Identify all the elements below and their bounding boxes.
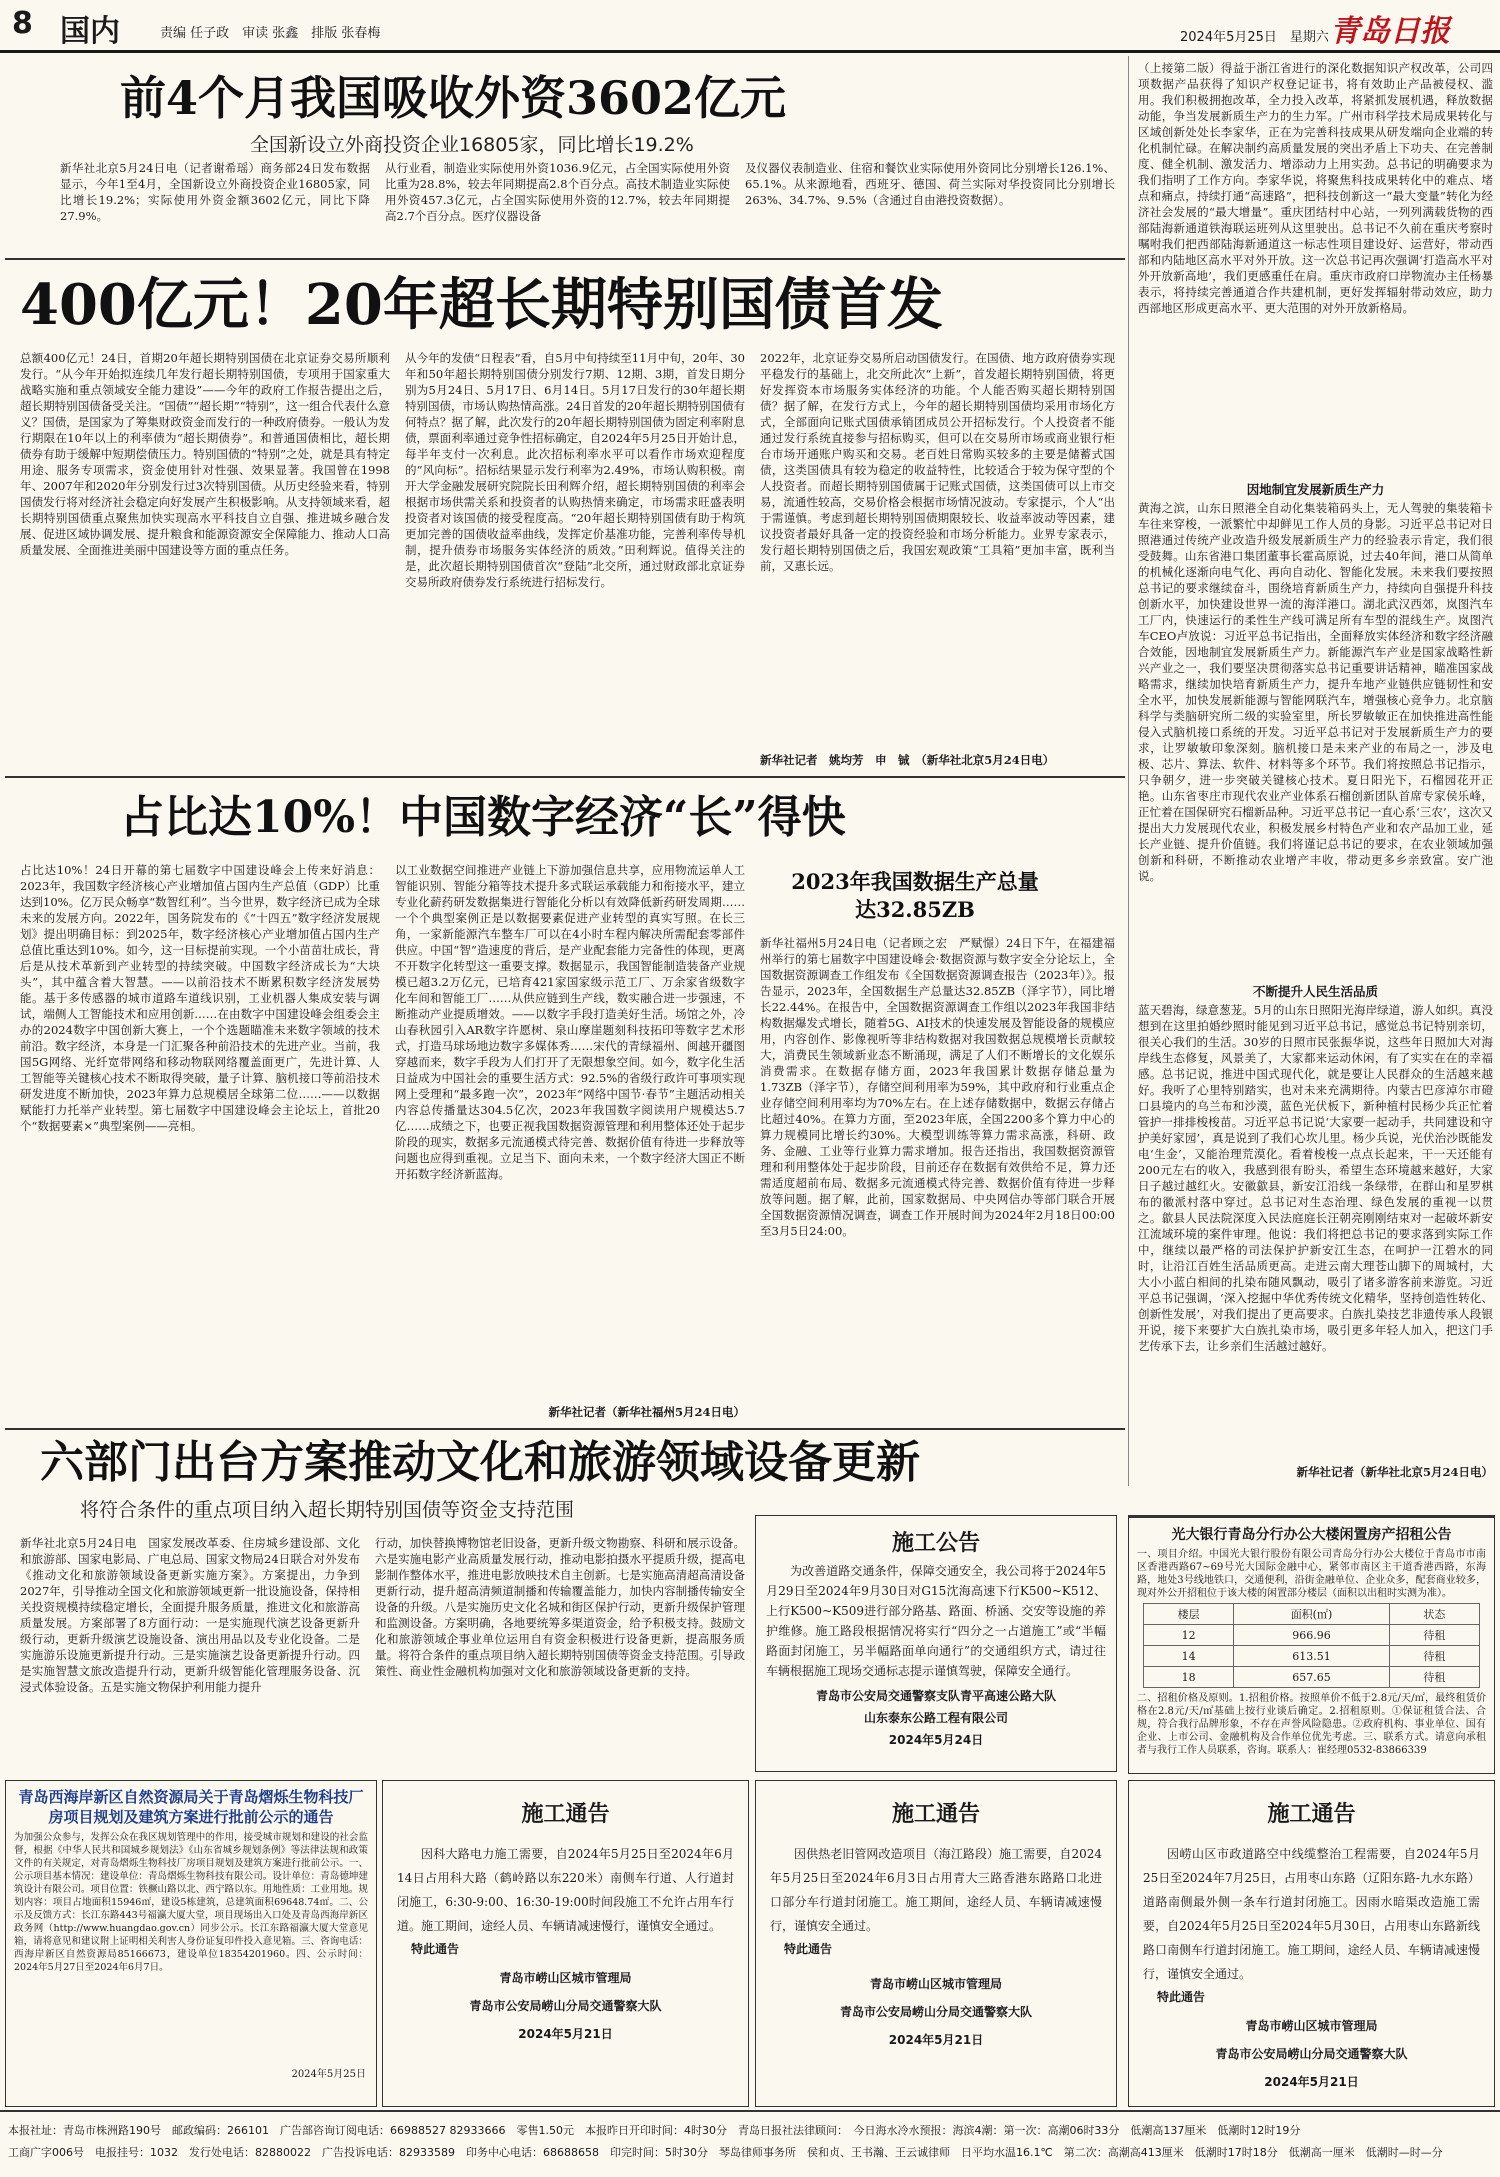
notice-2-date: 2024年5月21日: [518, 2027, 613, 2041]
notice-2-tebie: 特此通告: [411, 1942, 460, 1956]
notice-2-body: 因科大路电力施工需要，自2024年5月25日至2024年6月14日占用科大路（鹤岭路以东220米）南侧车行道、人行道封闭施工，6:30-9:00、16:30-19:00时间段施工不允许占用车行道。施工期间，途经人员、车辆请减速慢行，谨慎安全通过。: [397, 1847, 734, 1933]
side-col-1: （上接第二版）得益于浙江省进行的深化数据知识产权改革，公司四项数据产品获得了知识产权登记证书，将有效助止产品被侵权、滥用。我们积极拥抱改革，全力投入改革，将紧抓发展机遇，释放数据动能，争当发展新质生产力的生力军。广州市科学技术局成果转化与区域创新处处长李家华，正在为完善科技成果从研发端向企业端的转化机制忙碌。在解决制约高质量发展的突出矛盾上下功夫、在完善制度、健全机制、激发活力、增添动力上用实劲。总书记的明确要求为我们指明了工作方向。李家华说，将聚焦科技成果转化中的难点、堵点和痛点，持续打通“高速路”，把科技创新这一“最大变量”转化为经济社会发展的“最大增量”。重庆团结村中心站，一列列满载货物的西部陆海新通道铁海联运班列从这里驶出。总书记不久前在重庆考察时嘱咐我们把西部陆海新通道这一标志性项目建设好、运营好，带动西部和内陆地区高水平对外开放。这一次总书记再次强调‘打造高水平对外开放新高地’，我们更感重任在肩。重庆市政府口岸物流办主任杨暴表示，将持续完善通道合作共建机制，更好发挥辐射带动效应，助力西部地区形成更高水平、更大范围的对外开放新格局。: [1138, 61, 1493, 315]
article-4-title: 六部门出台方案推动文化和旅游领域设备更新: [40, 1437, 920, 1488]
notice-1-date: 2024年5月24日: [888, 1733, 984, 1747]
page-header: [0, 0, 1500, 53]
side-subhead-1: 因地制宜发展新质生产力: [1246, 482, 1385, 497]
notice-4-body: 因崂山区市政道路空中线缆整治工程需要，自2024年5月25日至2024年7月25日，占用枣山东路（辽阳东路-九水东路）道路南侧最外侧一条车行道封闭施工。因雨水暗渠改造施工需要，自2024年5月25日至2024年5月30日，占用枣山东路新线路口南侧车行道封闭施工。施工期间，途经人员、车辆请减速慢行，谨慎安全通过。: [1143, 1847, 1480, 1981]
planning-notice: [5, 1780, 377, 2107]
article-4-col-2: 行动，加快替换博物馆老旧设备，更新升级文物勘察、科研和展示设备。六是实施电影产业高质量发展行动，推动电影拍摄水平提质升级，提高电影制作整体水平，推进电影放映技术自主创新。七是实施高清超高清设备更新行动，提升超高清频道制播和传输覆盖能力，加快内容制播传输安全设备的升级。八是实施历史文化名城和街区保护行动，更新升级保护管理和监测设备。方案明确，各地要统筹多渠道资金，给予积极支持。鼓励文化和旅游领域企事业单位运用自有资金积极进行设备更新，提高服务质量。将符合条件的重点项目纳入超长期特别国债等资金支持范围。引导政策性、商业性金融机构加强对文化和旅游领域设备更新的支持。: [375, 1536, 745, 1678]
article-1-title: 前4个月我国吸收外资3602亿元: [120, 71, 787, 125]
status-cell: 待租: [1389, 1667, 1479, 1688]
area-th: 面积(㎡): [1234, 1604, 1390, 1625]
status-cell: 待租: [1389, 1646, 1479, 1667]
article-2-col-2: 从今年的发债“日程表”看，自5月中旬持续至11月中旬，20年、30年和50年超长期特别国债分别发行7期、12期、3期，首发日期分别为5月24日、5月17日、6月14日。5月17日发行的30年超长期特别国债，市场认购热情高涨。24日首发的20年超长期特别国债有何特点？据了解，此次发行的20年超长期特别国债为固定利率附息债，票面利率通过竞争性招标确定，自2024年5月25日开始计息，每半年支付一次利息。此次招标利率水平可以看作市场欢迎程度的“风向标”。招标结果显示发行利率为2.49%，市场认购积极。南开大学金融发展研究院院长田利辉介绍，超长期特别国债的利率会根据市场供需关系和投资者的认购热情来确定，市场需求旺盛表明投资者对该国债的接受程度高。“20年超长期特别国债有助于构筑更加完善的国债收益率曲线，发挥定价基准功能，完善利率传导机制，提升债券市场服务实体经济的质效。”田利辉说。值得关注的是，此次超长期特别国债首次“登陆”北交所，通过财政部北京证券交易所政府债券发行系统进行招标发行。: [405, 351, 745, 589]
notice-3-date: 2024年5月21日: [888, 2033, 984, 2047]
notice-3-body: 因供热老旧管网改造项目（海江路段）施工需要，自2024年5月25日至2024年6月3日占用青大三路香港东路路口北进口部分车行道封闭施工。施工期间，途经人员、车辆请减速慢行，谨慎安全通过。: [770, 1847, 1102, 1933]
article-4-subtitle: 将符合条件的重点项目纳入超长期特别国债等资金支持范围: [80, 1499, 575, 1521]
notice-2-title: 施工通告: [521, 1802, 610, 1827]
construction-notice-4: [1128, 1780, 1495, 2107]
table-row: [1144, 1625, 1480, 1646]
article-1-subtitle: 全国新设立外商投资企业16805家，同比增长19.2%: [250, 134, 694, 156]
article-2-title: 400亿元！20年超长期特别国债首发: [20, 272, 943, 338]
floor-table: [1143, 1603, 1480, 1688]
notice-3-tebie: 特此通告: [784, 1942, 833, 1956]
section-title: 国内: [60, 14, 120, 49]
floor-cell: 14: [1144, 1646, 1234, 1667]
area-cell: 966.96: [1234, 1625, 1390, 1646]
table-row: [1144, 1646, 1480, 1667]
side-byline: 新华社记者（新华社北京5月24日电）: [1296, 1465, 1493, 1479]
floor-cell: 18: [1144, 1667, 1234, 1688]
notice-3-sign-2: 青岛市公安局崂山分局交通警察大队: [839, 2005, 1032, 2019]
notice-4-sign-1: 青岛市崂山区城市管理局: [1245, 2019, 1378, 2033]
rental-notice: [1128, 1515, 1495, 1774]
divider: [5, 1428, 1125, 1430]
article-3-side-title: 2023年我国数据生产总量达32.85ZB: [791, 869, 1039, 922]
article-2-col-1: 总额400亿元！24日，首期20年超长期特别国债在北京证券交易所顺利发行。“从今年开始拟连续几年发行超长期特别国债，专项用于国家重大战略实施和重点领域安全能力建设”——今年的政府工作报告提出之后，超长期特别国债备受关注。“国债”“超长期”“特别”，这一组合代表什么意义？国债，是国家为了筹集财政资金而发行的一种政府债券。一般认为发行期限在10年以上的利率债为“超长期债券”。和普通国债相比，超长期债券有助于缓解中短期偿债压力。特别国债的“特别”之处，就是具有特定用途、服务专项需求，资金使用针对性强、效果显著。我国曾在1998年、2007年和2020年分别发行过3次特别国债。从历史经验来看，特别国债发行将对经济社会稳定向好发展产生积极影响。从支持领域来看，超长期特别国债重点聚焦加快实现高水平科技自立自强、推进城乡融合发展、促进区域协调发展、提升粮食和能源资源安全保障能力、推动人口高质量发展、全面推进美丽中国建设等方面的重点任务。: [20, 351, 390, 557]
status-cell: 待租: [1389, 1625, 1479, 1646]
footer-line-1: 本报社址：青岛市株洲路190号 邮政编码：266101 广告部咨询订阅电话：66988527 82933666 零售1.50元 本报昨日开印时间：4时30分 青岛日报社法律顾问： 今日海水冷水预报：海滨4潮：第一次：高潮06时33分 低潮高137厘米 低潮时12时19分: [8, 2124, 1301, 2137]
article-2-byline: 新华社记者 姚均芳 申 铖 （新华社北京5月24日电）: [760, 753, 1055, 767]
article-3-col-3: 新华社福州5月24日电（记者顾之宏 严赋憬）24日下午，在福建福州举行的第七届数字中国建设峰会·数据资源与数字安全分论坛上，全国数据资源调查工作组发布《全国数据资源调查报告（2023年）》。报告显示，2023年，全国数据生产总量达32.85ZB（泽字节），同比增长22.44%。在报告中，全国数据资源调查工作组以2023年我国非结构数据爆发式增长，随着5G、AI技术的快速发展及智能设备的规模应用，内容创作、影像视听等非结构数据对我国数据总规模增长贡献较大，消费民生领域新业态不断涌现，满足了人们不断增长的文化娱乐消费需求。在数据存储方面，2023年我国累计数据存储总量为1.73ZB（泽字节），存储空间利用率为59%，其中政府和行业重点企业存储空间利用率均为70%左右。在上述存储数据中，数据云存储占比超过40%。在算力方面，至2023年底，全国2200多个算力中心的算力规模同比增长约30%。大模型训练等算力需求高涨，科研、政务、金融、工业等行业算力需求增加。报告还指出，我国数据资源管理和利用整体处于起步阶段，目前还存在数据有效供给不足，算力还需适度超前布局、数据多元流通模式待完善、数据价值有待进一步释放等问题。据了解，此前，国家数据局、中央网信办等部门联合开展全国数据资源情况调查，调查工作开展时间为2024年2月18日00:00至3月5日24:00。: [760, 936, 1115, 1238]
notice-4-tebie: 特此通告: [1157, 1990, 1206, 2004]
article-1-col-3: 及仪器仪表制造业、住宿和餐饮业实际使用外资同比分别增长126.1%、65.1%。从来源地看，西班牙、德国、荷兰实际对华投资同比分别增长263%、34.7%、9.5%（含通过自由港投资数据）。: [745, 161, 1115, 207]
issue-date: 2024年5月25日 星期六: [1180, 30, 1329, 45]
editors-line: 责编 任子政 审读 张鑫 排版 张春梅: [160, 26, 381, 41]
table-row: [1144, 1667, 1480, 1688]
page-footer: [0, 2110, 1500, 2177]
area-cell: 657.65: [1234, 1667, 1390, 1688]
construction-notice-2: [382, 1780, 749, 2107]
side-col-3: 蓝天碧海，绿意葱茏。5月的山东日照阳光海岸绿道，游人如织。真没想到在这里拍婚纱照时能见到习近平总书记，感觉总书记特别亲切，很关心我们的生活。30岁的日照市民张振华说，这些年日照加大对海岸线生态修复，风景美了，大家都来运动休闲，有了实实在在的幸福感。总书记说，推进中国式现代化，就是要让人民群众的生活越来越好。我听了心里特别踏实，也对未来充满期待。内蒙古巴彦淖尔市磴口县境内的乌兰布和沙漠，蓝色光伏板下，新种植村民杨少兵正忙着管护一排排梭梭苗。习近平总书记说‘大家要一起动手，共同建设和守护美好家园’，真是说到了我们心坎儿里。杨少兵说，光伏治沙既能发电‘生金’，又能治理荒漠化。看着梭梭一点点长起来，干一天还能有200元左右的收入，我感到很有盼头，希望生态环境越来越好，大家日子越过越红火。安徽歙县，新安江沿线一条绿带，在群山和星罗棋布的徽派村落中穿过。总书记对生态治理、绿色发展的重视一以贯之。歙县人民法院深度入民法庭庭长汪朝亮刚刚结束对一起破坏新安江流域环境的案件审理。他说：我们将把总书记的要求落到实际工作中，继续以最严格的司法保护护新安江生态，在呵护一江碧水的同时，让沿江百姓生活品质更高。走进云南大理苍山脚下的周城村，大大小小蓝白相间的扎染布随风飘动，吸引了诸多游客前来游览。习近平总书记强调，‘深入挖掘中华优秀传统文化精华，坚持创造性转化、创新性发展’，对我们提出了更高要求。白族扎染技艺非遗传承人段银开说，接下来要扩大白族扎染市场，吸引更多年轻人加入，把这门手艺传承下去，让乡亲们生活越过越好。: [1138, 1003, 1493, 1353]
floor-cell: 12: [1144, 1625, 1234, 1646]
article-3-title: 占比达10%！中国数字经济“长”得快: [120, 792, 846, 843]
side-col-2: 黄海之滨，山东日照港全自动化集装箱码头上，无人驾驶的集装箱卡车往来穿梭，一派繁忙中却鲜见工作人员的身影。习近平总书记对日照港通过传统产业改造升级发展新质生产力的经验表示肯定，我们很受鼓舞。山东省港口集团董事长霍高原说，过去40年间，港口从简单的机械化逐渐向电气化、再向自动化、智能化发展。未来我们要按照总书记的要求继续奋斗，围绕培育新质生产力，持续向自强提升科技创新水平，加快建设世界一流的海洋港口。湖北武汉西郊，岚图汽车工厂内，快速运行的柔性生产线可满足所有车型的混线生产。岚图汽车CEO卢放说：习近平总书记指出，全面释放实体经济和数字经济融合效能，因地制宜发展新质生产力。新能源汽车产业是国家战略性新兴产业之一，我们要坚决贯彻落实总书记重要讲话精神，瞄准国家战略需求，继续加快培育新质生产力，提升车地产业链供应链韧性和安全水平，加快发展新能源与智能网联汽车，增强核心竞争力。北京脑科学与类脑研究所二级的实验室里，所长罗敏敏正在加快推进高性能侵入式脑机接口系统的开发。习近平总书记对于发展新质生产力的要求，让罗敏敏印象深刻。脑机接口是未来产业的布局之一，涉及电极、芯片、算法、软件、材料等多个环节。我们将按照总书记指示，只争朝夕，进一步突破关键核心技术。夏日阳光下，石榴园花开正艳。山东省枣庄市现代农业产业体系石榴创新团队首席专家侯乐峰，正忙着在国保研究石榴新品种。习近平总书记一直心系‘三农’，这次又提出大力发展现代农业，积极发展乡村特色产业和农产品加工业，延长产业链、提升价值链。我们将谨记总书记的要求，在农业领域加强创新和科研，不断推动农业增产丰收，带动更多乡亲致富。安广池说。: [1138, 501, 1493, 883]
rental-title: 光大银行青岛分行办公大楼闲置房产招租公告: [1171, 1527, 1452, 1543]
area-cell: 613.51: [1234, 1646, 1390, 1667]
notice-2-sign-1: 青岛市崂山区城市管理局: [499, 1971, 632, 1985]
construction-notice-1: [755, 1515, 1117, 1772]
notice-1-sign-2: 山东泰东公路工程有限公司: [863, 1711, 1008, 1725]
construction-notice-3: [755, 1780, 1117, 2107]
notice-2-sign-2: 青岛市公安局崂山分局交通警察大队: [469, 1999, 662, 2013]
floor-th: 楼层: [1144, 1604, 1234, 1625]
notice-4-date: 2024年5月21日: [1264, 2075, 1359, 2089]
notice-1-title: 施工公告: [891, 1531, 980, 1556]
notice-1-body: 为改善道路交通条件，保障交通安全，我公司将于2024年5月29日至2024年9月30日对G15沈海高速下行K500~K512、上行K500~K509进行部分路基、路面、桥涵、交安等设施的养护维修。施工路段根据情况将实行“四分之一占道施工”或“半幅路面封闭施工，另半幅路面单向通行”的交通组织方式，请过往车辆根据施工现场交通标志提示谨慎驾驶，保障安全通行。: [766, 1564, 1106, 1678]
planning-date: 2024年5月25日: [291, 2069, 366, 2080]
rental-body-1: 一、项目介绍。中国光大银行股份有限公司青岛分行办公大楼位于青岛市市南区香港西路67~69号光大国际金融中心，紧邻市南区主干道香港西路，东海路，地处3号线地铁口，交通便利，沿街金融单位、企业众多，配套商业较多，现对外公开招租位于该大楼的闲置部分楼层（面积以出租时实测为准）。: [1137, 1549, 1486, 1599]
article-3-col-2: 以工业数据空间推进产业链上下游加强信息共享，应用物流运单人工智能识别、智能分箱等技术提升多式联运承载能力和衔接水平，建立专业化薪药研发数据集进行智能化分析以有效降低新药研发周期……一个个典型案例正是以数据要素促进产业转型的真实写照。在长三角，一家新能源汽车整车厂可以在4小时车程内解决所需配套零部件供应。中国“智”造速度的背后，是产业配套能力完备性的体现，更离不开数字化转型这一重要支撑。数据显示，我国智能制造装备产业规模已超3.2万亿元，已培育421家国家级示范工厂、万余家省级数字化车间和智能工厂……从供应链到生产线，数实融合进一步强速，不断推动产业提质增效。——以数字手段打造美好生活。场馆之外，冷山春秋园引入AR数字许愿树、泉山摩崖题刻科技拓印等数字艺术形式，打造马球场地边数字多媒体秀……宋代的青绿福州、闽越开疆图穿越而来，数字手段为人们打开了无限想象空间。如今，数字化生活日益成为中国社会的重要生活方式：92.5%的省级行政许可事项实现网上受理和“最多跑一次”，2023年“网络中国节·春节”主题活动相关内容总传播量达304.5亿次，2023年我国数字阅读用户规模达5.7亿……成绩之下，也要正视我国数据资源管理和利用整体还处于起步阶段的现实，数据多元流通模式待完善、数据价值有待进一步释放等问题也应得到重视。立足当下、面向未来，一个数字经济大国正不断开拓数字经济新蓝海。: [395, 863, 745, 1181]
page-number: 8: [12, 6, 33, 41]
footer-line-2: 工商广字006号 电报挂号：1032 发行处电话：82880022 广告投诉电话：82933589 印务中心电话：68688658 印完时间：5时30分 琴岛律师事务所 侯和贞、王书瀚、王云诚律师 日平均水温16.1℃ 第二次：高潮高413厘米 低潮时17时18分 低潮高一厘米 低潮时—时—分: [8, 2146, 1443, 2159]
planning-title: 青岛西海岸新区自然资源局关于青岛熠烁生物科技厂房项目规划及建筑方案进行批前公示的通告: [18, 1788, 364, 1826]
notice-4-title: 施工通告: [1267, 1802, 1356, 1827]
article-1-col-2: 从行业看，制造业实际使用外资1036.9亿元，占全国实际使用外资比重为28.8%，较去年同期提高2.8个百分点。高技术制造业实际使用外资457.3亿元，占全国实际使用外资的12.7%，较去年同期提高2.7个百分点。医疗仪器设备: [385, 161, 730, 223]
notice-3-sign-1: 青岛市崂山区城市管理局: [869, 1977, 1002, 1991]
status-th: 状态: [1389, 1604, 1479, 1625]
article-2-col-3: 2022年，北京证券交易所启动国债发行。在国债、地方政府债券实现平稳发行的基础上，北交所此次“上新”，首发超长期特别国债，将更好发挥资本市场服务实体经济的功能。个人能否购买超长期特别国债？据了解，在发行方式上，今年的超长期特别国债均采用市场化方式，全部面向记账式国债承销团成员公开招标发行。个人投资者不能通过发行系统直接参与招标购买，但可以在交易所市场或商业银行柜台市场开通账户购买和交易。老百姓日常购买较多的主要是储蓄式国债，这类国债具有较为稳定的收益特性，比较适合于较为保守型的个人投资者。而超长期特别国债属于记账式国债，这类国债可以上市交易，流通性较高，交易价格会根据市场情况波动。专家提示，个人“出于需谨慎。考虑到超长期特别国债期限较长、收益率波动等因素，建议投资者最好具备一定的投资经验和市场分析能力。业界专家表示，发行超长期特别国债之后，我国宏观政策“工具箱”更加丰富，既利当前，又惠长远。: [760, 351, 1115, 573]
column-rule: [1128, 56, 1129, 1486]
article-4-col-1: 新华社北京5月24日电 国家发展改革委、住房城乡建设部、文化和旅游部、国家电影局、广电总局、国家文物局24日联合对外发布《推动文化和旅游领域设备更新实施方案》。方案提出，力争到2027年，引导推动全国文化和旅游领域更新一批设施设备，保持相关投资规模持续稳定增长，全面提升服务质量，推进文化和旅游高质量发展。方案部署了8方面行动：一是实施现代演艺设备更新升级行动，更新升级演艺设施设备、演出用品以及专业化设备。二是实施游乐设施更新提升行动。三是实施演艺设备更新提升行动。四是实施智慧文旅改造提升行动，更新升级智能化管理服务设备、沉浸式体验设备。五是实施文物保护利用能力提升: [20, 1536, 360, 1694]
article-1-col-1: 新华社北京5月24日电（记者谢希瑶）商务部24日发布数据显示，今年1至4月，全国新设立外商投资企业16805家，同比增长19.2%；实际使用外资金额3602亿元，同比下降27.9%。: [60, 161, 370, 223]
article-3-byline: 新华社记者（新华社福州5月24日电）: [548, 1405, 745, 1419]
newspaper-logo: 青岛日报: [1330, 14, 1450, 49]
side-subhead-2: 不断提升人民生活品质: [1252, 984, 1378, 999]
notice-3-title: 施工通告: [891, 1802, 980, 1827]
article-3-col-1: 占比达10%！24日开幕的第七届数字中国建设峰会上传来好消息：2023年，我国数字经济核心产业增加值占国内生产总值（GDP）比重达到10%。亿万民众畅享“数智红利”。当今世界，数字经济已成为全球未来的发展方向。2022年，国务院发布的《“十四五”数字经济发展规划》提出明确目标：到2025年，数字经济核心产业增加值占国内生产总值比重达到10%。如今，这一目标提前实现。一个小苗苗壮成长，背后是从技术革新到产业转型的持续突破。中国数字经济成长为“大块头”，其中蕴含着大智慧。——以前沿技术不断累积数字经济发展势能。基于多传感器的城市道路车道线识别，工业机器人集成安装与调试，端侧人工智能技术和应用创新……在由数字中国建设峰会组委会主办的2024数字中国创新大赛上，一个个选题瞄准未来数字领域的技术前沿。数字经济，本身是一门汇聚各种前沿技术的先进产业。当前，我国5G网络、光纤宽带网络和移动物联网络覆盖面更广，先进计算、人工智能等关键核心技术不断取得突破，量子计算、脑机接口等前沿技术研发进度不断加快，2023年算力总规模居全球第二位……——以数据赋能打力托举产业转型。第七届数字中国建设峰会主论坛上，首批20个“数据要素×”典型案例——亮相。: [20, 863, 380, 1133]
rental-body-2: 二、招租价格及原则。1.招租价格。按照单价不低于2.8元/天/㎡，最终租赁价格在2.8元/天/㎡基础上按行业谈后确定。2.招租原则。①保证租赁合法、合规，符合我行品牌形象，不存在声誉风险隐患。②政府机构、事业单位、国有企业、上市公司、金融机构及合作单位优先考虑。三、联系方式。请意向承租者与我行工作人员联系，咨询。联系人：崔经理0532-83866339: [1137, 1693, 1486, 1756]
divider: [5, 776, 1125, 778]
notice-4-sign-2: 青岛市公安局崂山分局交通警察大队: [1215, 2047, 1408, 2061]
planning-body: 为加强公众参与，发挥公众在我区规划管理中的作用，接受城市规划和建设的社会监督，根据《中华人民共和国城乡规划法》《山东省城乡规划条例》等法律法规和政策文件的有关规定，对青岛熠烁生物科技厂房项目规划及建筑方案进行批前公示。一、公示项目基本情况：建设单位：青岛熠烁生物科技有限公司。设计单位：青岛德坤建筑设计有限公司。项目位置：铁橛山路以北、西宁路以东。用地性质：工业用地。规划内容：项目占地面积15946㎡，建设5栋建筑，总建筑面积69648.74㎡。二、公示及反馈方式：长江东路443号福瀛大厦大堂，项目现场出入口处及青岛西海岸新区政务网（http://www.huangdao.gov.cn）同步公示。长江东路福瀛大厦大堂意见箱，请将意见和建议附上证明相关利害人身份证复印件投入意见箱。三、咨询电话：西海岸新区自然资源局85166673，建设单位18354201960。四、公示时间：2024年5月27日至2024年6月7日。: [14, 1832, 368, 1973]
divider: [5, 258, 1125, 260]
notice-1-sign-1: 青岛市公安局交通警察支队青平高速公路大队: [815, 1689, 1056, 1703]
